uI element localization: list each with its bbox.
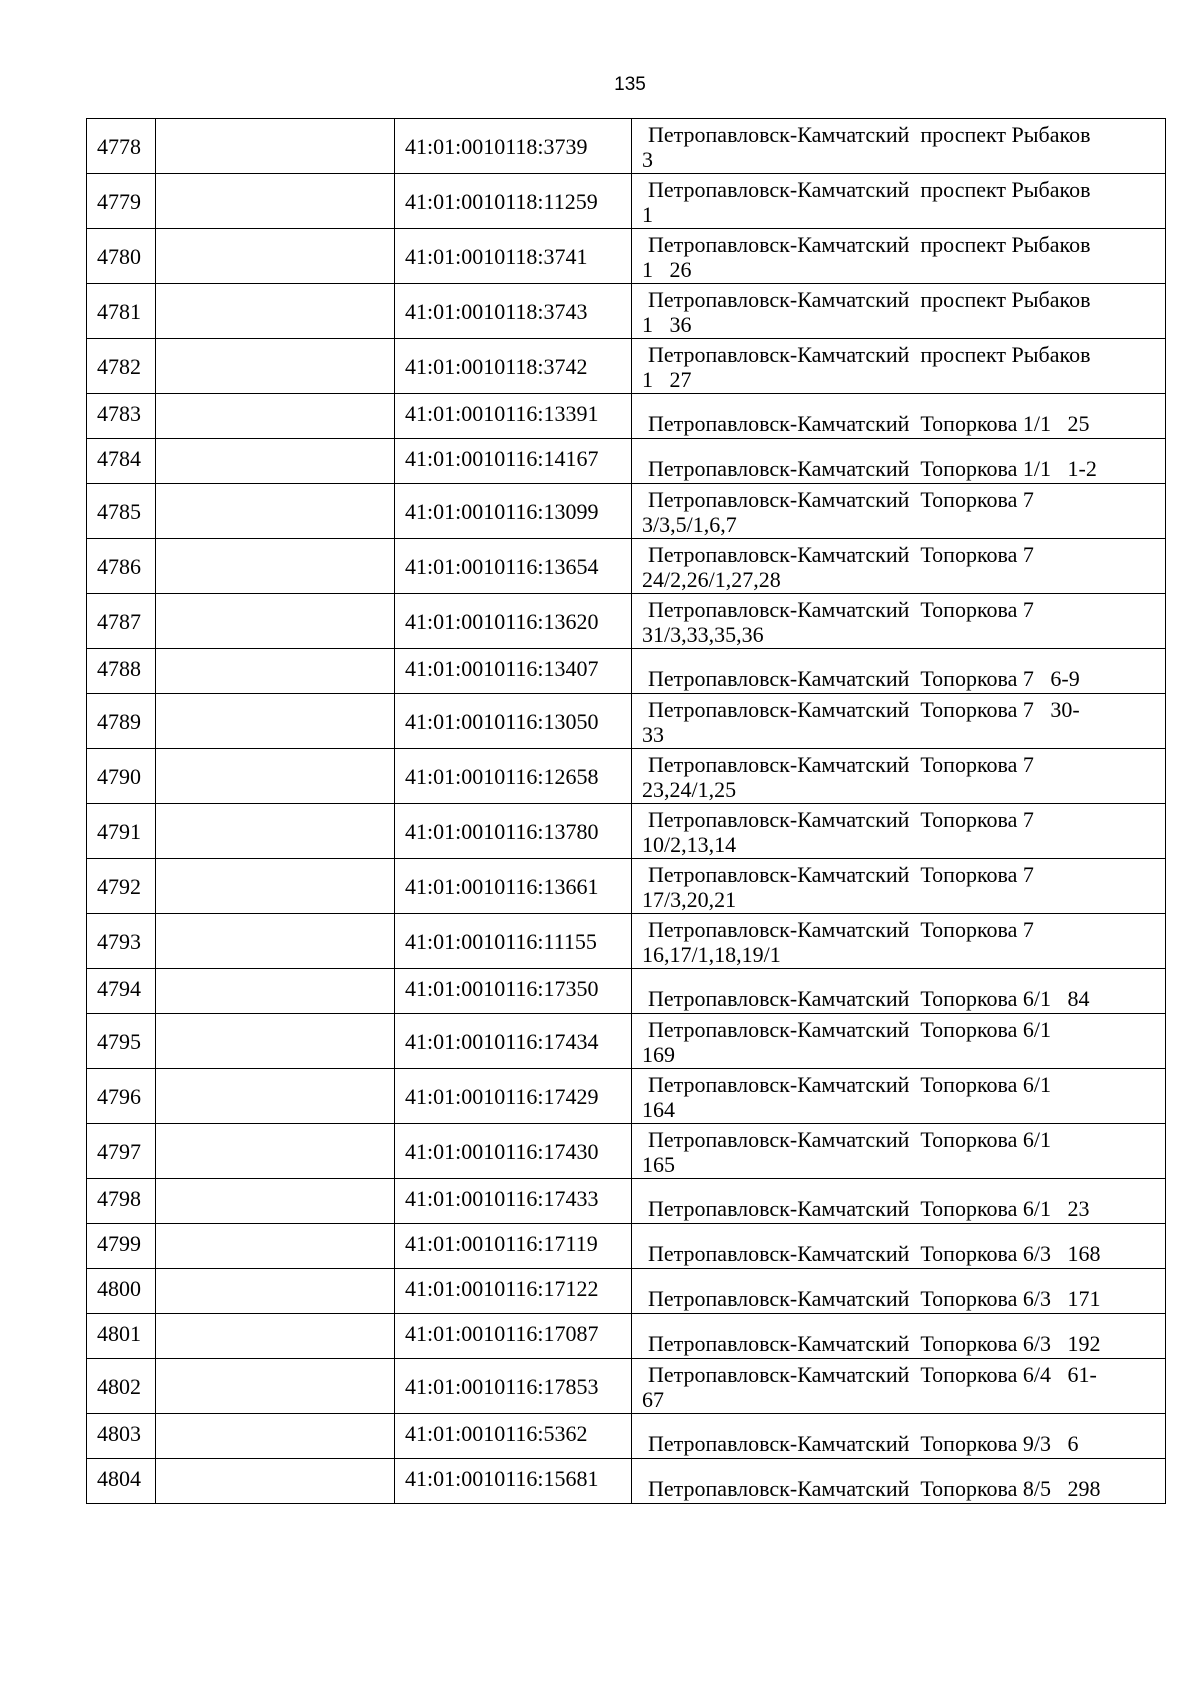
record-number-cell: 4778: [87, 119, 156, 174]
empty-cell: [156, 649, 395, 694]
record-number-cell: 4789: [87, 694, 156, 749]
cadastral-number-cell: 41:01:0010116:17119: [395, 1224, 632, 1269]
record-number-cell: 4788: [87, 649, 156, 694]
empty-cell: [156, 1179, 395, 1224]
address-line-1: Петропавловск-Камчатский проспект Рыбаков: [648, 286, 1091, 312]
table-row: [87, 1224, 1166, 1269]
address-line-1: Петропавловск-Камчатский проспект Рыбаков: [648, 121, 1091, 147]
record-number-cell: 4779: [87, 174, 156, 229]
record-number-cell: 4792: [87, 859, 156, 914]
empty-cell: [156, 1414, 395, 1459]
empty-cell: [156, 914, 395, 969]
empty-cell: [156, 174, 395, 229]
record-number-cell: 4781: [87, 284, 156, 339]
table-row: [87, 804, 1166, 859]
cadastral-number-cell: 41:01:0010116:15681: [395, 1459, 632, 1504]
empty-cell: [156, 1069, 395, 1124]
empty-cell: [156, 284, 395, 339]
cadastral-number-cell: 41:01:0010116:13780: [395, 804, 632, 859]
address-cell: [632, 484, 1166, 539]
table-row: [87, 1414, 1166, 1459]
table-row: [87, 694, 1166, 749]
address-cell: [632, 969, 1166, 1014]
cadastral-number-cell: 41:01:0010116:11155: [395, 914, 632, 969]
empty-cell: [156, 439, 395, 484]
table-row: [87, 594, 1166, 649]
record-number-cell: 4785: [87, 484, 156, 539]
address-cell: [632, 1179, 1166, 1224]
address-cell: [632, 539, 1166, 594]
cadastral-number-cell: 41:01:0010116:13050: [395, 694, 632, 749]
address-line-1: Петропавловск-Камчатский Топоркова 7 6-9: [648, 666, 1080, 691]
address-cell: [632, 749, 1166, 804]
registry-table: [86, 118, 1166, 1504]
address-cell: [632, 119, 1166, 174]
address-line-1: Петропавловск-Камчатский Топоркова 7: [648, 596, 1034, 622]
table-row: [87, 1269, 1166, 1314]
address-line-2: 3: [642, 146, 653, 172]
cadastral-number-cell: 41:01:0010116:13620: [395, 594, 632, 649]
cadastral-number-cell: 41:01:0010116:13661: [395, 859, 632, 914]
empty-cell: [156, 859, 395, 914]
address-line-2: 165: [642, 1151, 675, 1177]
address-cell: [632, 174, 1166, 229]
record-number-cell: 4786: [87, 539, 156, 594]
address-line-1: Петропавловск-Камчатский Топоркова 9/3 6: [648, 1431, 1079, 1456]
table-row: [87, 1069, 1166, 1124]
address-cell: [632, 1124, 1166, 1179]
address-line-2: 33: [642, 721, 664, 747]
table-row: [87, 229, 1166, 284]
cadastral-number-cell: 41:01:0010116:14167: [395, 439, 632, 484]
table-row: [87, 969, 1166, 1014]
empty-cell: [156, 539, 395, 594]
cadastral-number-cell: 41:01:0010118:3739: [395, 119, 632, 174]
address-cell: [632, 1359, 1166, 1414]
table-row: [87, 649, 1166, 694]
empty-cell: [156, 1269, 395, 1314]
address-line-1: Петропавловск-Камчатский проспект Рыбаков: [648, 341, 1091, 367]
address-cell: [632, 594, 1166, 649]
table-row: [87, 859, 1166, 914]
empty-cell: [156, 394, 395, 439]
address-line-2: 31/3,33,35,36: [642, 621, 764, 647]
record-number-cell: 4803: [87, 1414, 156, 1459]
address-cell: [632, 694, 1166, 749]
cadastral-number-cell: 41:01:0010116:17122: [395, 1269, 632, 1314]
cadastral-number-cell: 41:01:0010116:17434: [395, 1014, 632, 1069]
record-number-cell: 4783: [87, 394, 156, 439]
table-row: [87, 1179, 1166, 1224]
empty-cell: [156, 1459, 395, 1504]
empty-cell: [156, 1224, 395, 1269]
address-line-1: Петропавловск-Камчатский Топоркова 6/4 61-: [648, 1361, 1097, 1387]
address-cell: [632, 339, 1166, 394]
empty-cell: [156, 229, 395, 284]
address-line-2: 17/3,20,21: [642, 886, 737, 912]
address-line-1: Петропавловск-Камчатский Топоркова 6/1 84: [648, 986, 1090, 1011]
address-cell: [632, 1014, 1166, 1069]
table-row: [87, 1359, 1166, 1414]
address-line-2: 67: [642, 1386, 664, 1412]
address-cell: [632, 1269, 1166, 1314]
address-line-1: Петропавловск-Камчатский Топоркова 6/1: [648, 1126, 1052, 1152]
address-line-1: Петропавловск-Камчатский Топоркова 6/3 171: [648, 1286, 1101, 1311]
record-number-cell: 4780: [87, 229, 156, 284]
address-line-1: Петропавловск-Камчатский Топоркова 7: [648, 486, 1034, 512]
address-line-1: Петропавловск-Камчатский Топоркова 6/1: [648, 1071, 1052, 1097]
address-line-2: 16,17/1,18,19/1: [642, 941, 781, 967]
empty-cell: [156, 749, 395, 804]
empty-cell: [156, 1359, 395, 1414]
cadastral-number-cell: 41:01:0010116:17430: [395, 1124, 632, 1179]
empty-cell: [156, 694, 395, 749]
record-number-cell: 4796: [87, 1069, 156, 1124]
empty-cell: [156, 1124, 395, 1179]
cadastral-number-cell: 41:01:0010116:17350: [395, 969, 632, 1014]
address-line-1: Петропавловск-Камчатский проспект Рыбаков: [648, 176, 1091, 202]
address-cell: [632, 649, 1166, 694]
record-number-cell: 4799: [87, 1224, 156, 1269]
record-number-cell: 4804: [87, 1459, 156, 1504]
registry-table-body: [87, 119, 1166, 1504]
table-row: [87, 749, 1166, 804]
table-row: [87, 174, 1166, 229]
empty-cell: [156, 119, 395, 174]
record-number-cell: 4801: [87, 1314, 156, 1359]
record-number-cell: 4784: [87, 439, 156, 484]
address-cell: [632, 914, 1166, 969]
address-line-2: 10/2,13,14: [642, 831, 737, 857]
address-line-1: Петропавловск-Камчатский Топоркова 7: [648, 751, 1034, 777]
address-line-2: 1: [642, 201, 653, 227]
record-number-cell: 4798: [87, 1179, 156, 1224]
address-line-1: Петропавловск-Камчатский Топоркова 7 30-: [648, 696, 1080, 722]
address-line-1: Петропавловск-Камчатский Топоркова 6/3 192: [648, 1331, 1101, 1356]
address-cell: [632, 1224, 1166, 1269]
record-number-cell: 4791: [87, 804, 156, 859]
empty-cell: [156, 804, 395, 859]
record-number-cell: 4782: [87, 339, 156, 394]
cadastral-number-cell: 41:01:0010116:17087: [395, 1314, 632, 1359]
table-row: [87, 539, 1166, 594]
address-line-1: Петропавловск-Камчатский Топоркова 1/1 25: [648, 411, 1090, 436]
empty-cell: [156, 484, 395, 539]
cadastral-number-cell: 41:01:0010118:3743: [395, 284, 632, 339]
address-line-1: Петропавловск-Камчатский Топоркова 6/1: [648, 1016, 1052, 1042]
cadastral-number-cell: 41:01:0010116:17429: [395, 1069, 632, 1124]
table-row: [87, 914, 1166, 969]
record-number-cell: 4790: [87, 749, 156, 804]
address-line-1: Петропавловск-Камчатский Топоркова 6/1 23: [648, 1196, 1090, 1221]
address-cell: [632, 1069, 1166, 1124]
empty-cell: [156, 1314, 395, 1359]
address-line-2: 164: [642, 1096, 675, 1122]
address-line-1: Петропавловск-Камчатский Топоркова 8/5 298: [648, 1476, 1101, 1501]
record-number-cell: 4794: [87, 969, 156, 1014]
record-number-cell: 4795: [87, 1014, 156, 1069]
cadastral-number-cell: 41:01:0010116:5362: [395, 1414, 632, 1459]
empty-cell: [156, 969, 395, 1014]
address-line-1: Петропавловск-Камчатский Топоркова 7: [648, 806, 1034, 832]
table-row: [87, 1014, 1166, 1069]
empty-cell: [156, 1014, 395, 1069]
cadastral-number-cell: 41:01:0010116:13391: [395, 394, 632, 439]
record-number-cell: 4787: [87, 594, 156, 649]
address-cell: [632, 1459, 1166, 1504]
cadastral-number-cell: 41:01:0010116:17853: [395, 1359, 632, 1414]
cadastral-number-cell: 41:01:0010118:11259: [395, 174, 632, 229]
record-number-cell: 4793: [87, 914, 156, 969]
address-line-2: 3/3,5/1,6,7: [642, 511, 737, 537]
table-row: [87, 1124, 1166, 1179]
record-number-cell: 4802: [87, 1359, 156, 1414]
address-line-2: 1 36: [642, 311, 692, 337]
cadastral-number-cell: 41:01:0010116:13407: [395, 649, 632, 694]
address-line-1: Петропавловск-Камчатский Топоркова 7: [648, 541, 1034, 567]
address-line-1: Петропавловск-Камчатский Топоркова 1/1 1-2: [648, 456, 1097, 481]
table-row: [87, 339, 1166, 394]
page-number: 135: [614, 74, 646, 95]
address-line-2: 23,24/1,25: [642, 776, 737, 802]
cadastral-number-cell: 41:01:0010118:3741: [395, 229, 632, 284]
address-cell: [632, 439, 1166, 484]
address-line-2: 24/2,26/1,27,28: [642, 566, 781, 592]
cadastral-number-cell: 41:01:0010116:13099: [395, 484, 632, 539]
address-line-1: Петропавловск-Камчатский Топоркова 7: [648, 916, 1034, 942]
address-line-1: Петропавловск-Камчатский Топоркова 6/3 168: [648, 1241, 1101, 1266]
record-number-cell: 4797: [87, 1124, 156, 1179]
address-line-2: 169: [642, 1041, 675, 1067]
table-row: [87, 1459, 1166, 1504]
address-line-2: 1 26: [642, 256, 692, 282]
address-cell: [632, 229, 1166, 284]
table-row: [87, 284, 1166, 339]
address-line-1: Петропавловск-Камчатский Топоркова 7: [648, 861, 1034, 887]
empty-cell: [156, 339, 395, 394]
address-cell: [632, 1314, 1166, 1359]
empty-cell: [156, 594, 395, 649]
address-cell: [632, 804, 1166, 859]
address-cell: [632, 1414, 1166, 1459]
table-row: [87, 394, 1166, 439]
address-line-1: Петропавловск-Камчатский проспект Рыбаков: [648, 231, 1091, 257]
cadastral-number-cell: 41:01:0010116:17433: [395, 1179, 632, 1224]
cadastral-number-cell: 41:01:0010116:13654: [395, 539, 632, 594]
table-row: [87, 119, 1166, 174]
record-number-cell: 4800: [87, 1269, 156, 1314]
table-row: [87, 439, 1166, 484]
address-cell: [632, 859, 1166, 914]
address-cell: [632, 394, 1166, 439]
cadastral-number-cell: 41:01:0010116:12658: [395, 749, 632, 804]
address-line-2: 1 27: [642, 366, 692, 392]
table-row: [87, 1314, 1166, 1359]
table-row: [87, 484, 1166, 539]
address-cell: [632, 284, 1166, 339]
cadastral-number-cell: 41:01:0010118:3742: [395, 339, 632, 394]
